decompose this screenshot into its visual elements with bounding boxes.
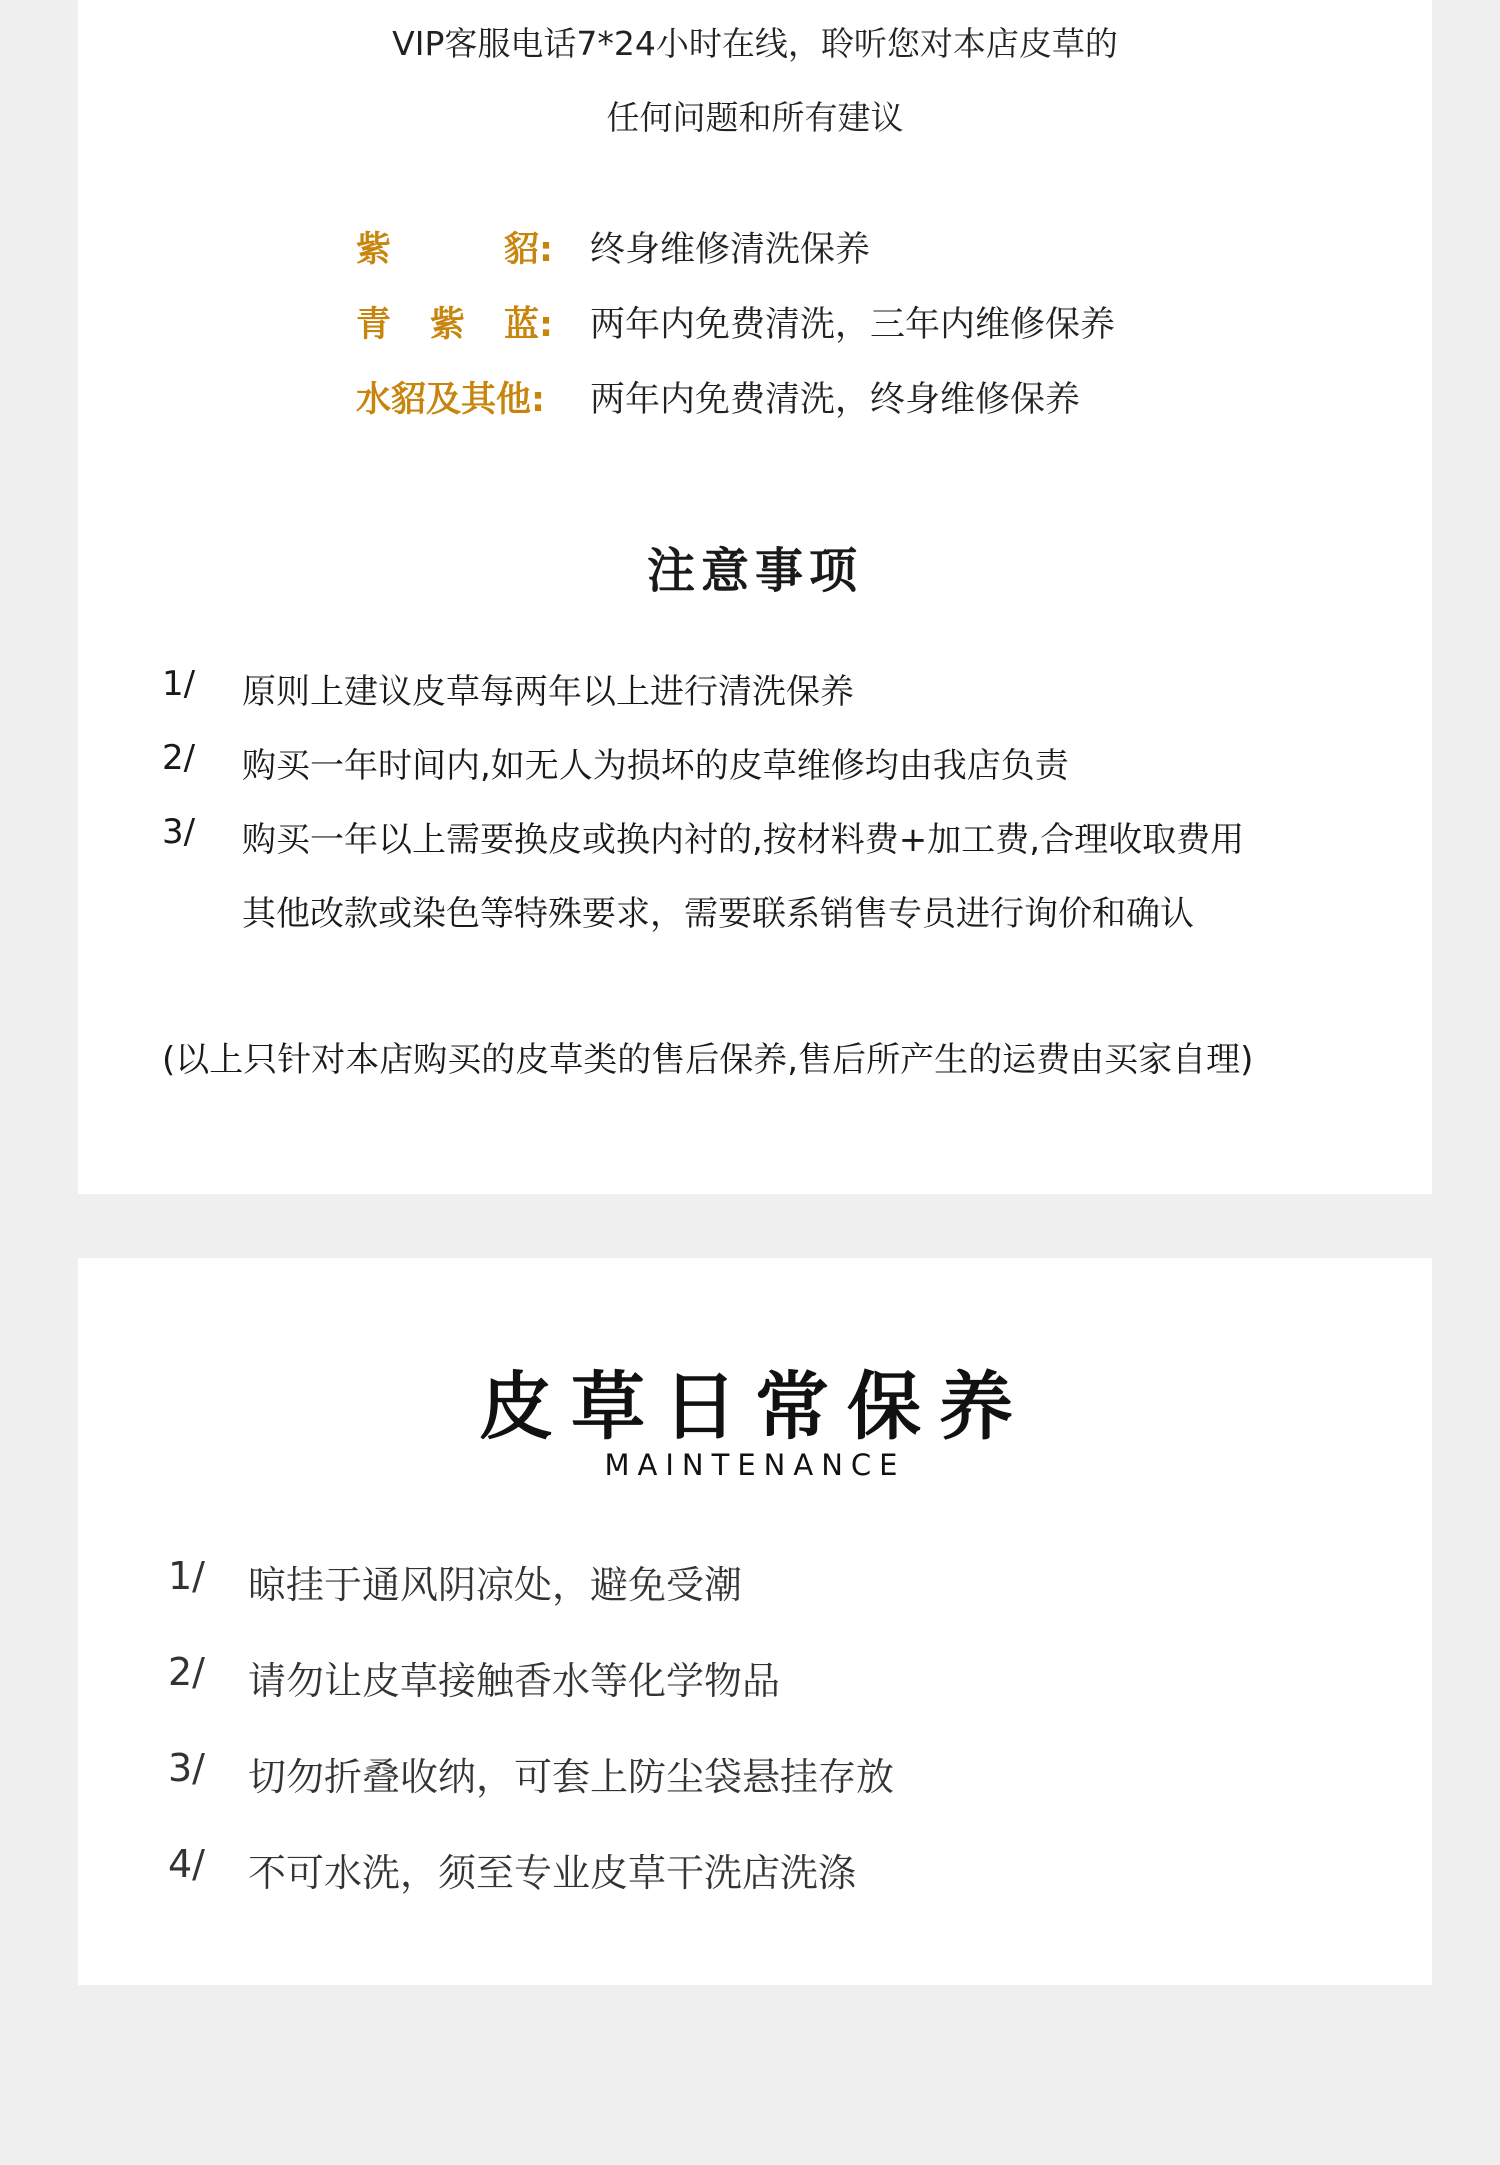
service-text: 终身维修清洗保养 xyxy=(590,230,871,270)
after-sales-footnote: (以上只针对本店购买的皮草类的售后保养,售后所产生的运费由买家自理) xyxy=(162,1040,1254,1080)
service-text: 两年内免费清洗，终身维修保养 xyxy=(590,380,1081,420)
notes-title: 注意事项 xyxy=(646,543,863,599)
maintenance-title: 皮草日常保养 xyxy=(479,1364,1031,1450)
maintenance-card: 皮草日常保养 MAINTENANCE 1/ 晾挂于通风阴凉处，避免受潮 2/ 请勿让皮草接触香水等化学物品 3/ 切勿折叠收纳，可套上防尘袋悬挂存放 4/ 不可水洗，须至专业皮草干洗店洗涤 xyxy=(78,1258,1432,1985)
intro-line-1: VIP客服电话7*24小时在线，聆听您对本店皮草的 xyxy=(392,24,1118,63)
after-sales-card: VIP客服电话7*24小时在线，聆听您对本店皮草的 任何问题和所有建议 紫 貂: 终身维修清洗保养 青 紫 蓝: 两年内免费清洗，三年内维修保养 水貂及其他: 两年内免费清洗，终身维修保养 注意事项 1/ 原则上建议皮草每两年以上进行清洗保养 2/ 购买一年时间内,如无人为损坏的皮草维修均由我店负责 3/ 购买一年以上需要换皮或换内衬的,按材料费+加工费,合理收取费用 其他改款或染色等特殊要求，需要联系销售专员进行询价和确认 (以上只针对本店购买的皮草类的售后保养,售后所产生的运费由买家自理) xyxy=(78,0,1432,1194)
service-text: 两年内免费清洗，三年内维修保养 xyxy=(590,305,1116,345)
maintenance-subtitle: MAINTENANCE xyxy=(604,1448,906,1482)
intro-line-2: 任何问题和所有建议 xyxy=(606,98,904,137)
